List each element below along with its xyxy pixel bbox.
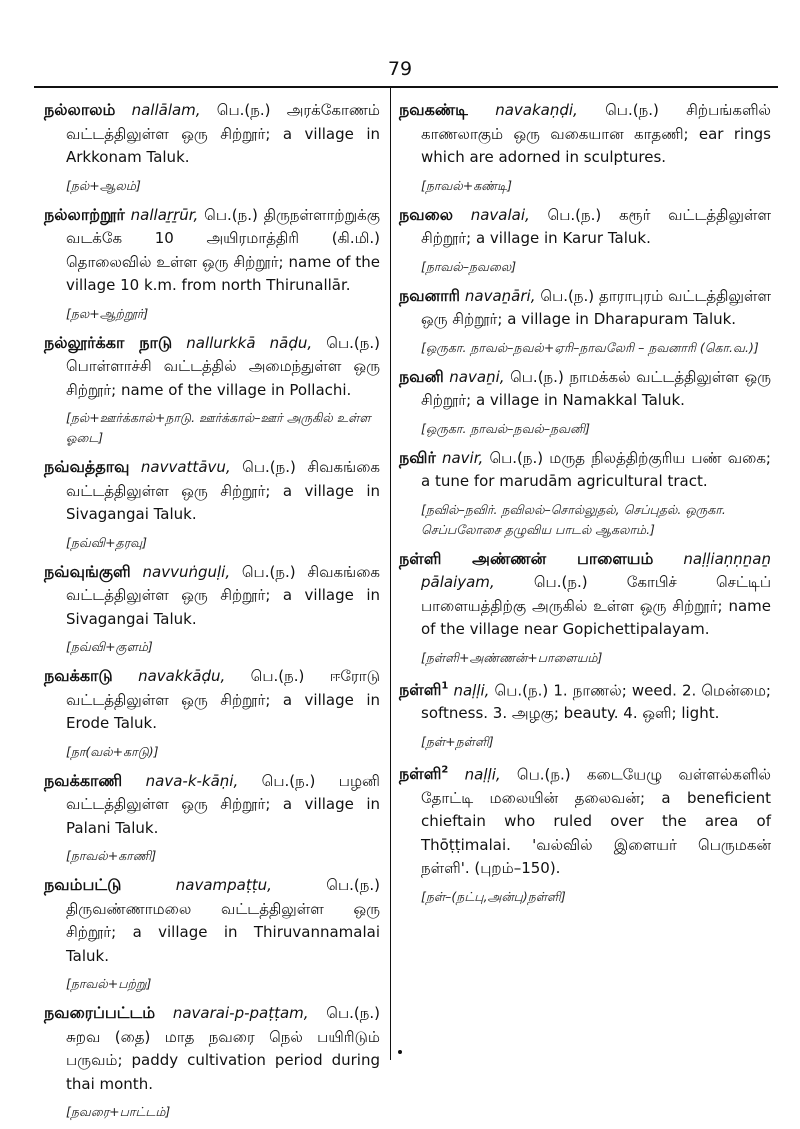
definition: பெ.(ந.) மருத நிலத்திற்குரிய பண் வகை; a tune for marudām agricultural tract. <box>421 448 771 490</box>
definition: பெ.(ந.) கடையேழு வள்ளல்களில் தோட்டி மலையின் தலைவன்; a beneficient chieftain who ruled over the area of Thōṭṭimalai. 'வல்வில் இளையர் பெருமகன் நள்ளி'. (புறம்–150). <box>421 765 771 878</box>
etymology: [நவரை+பாட்டம்] <box>66 1104 171 1119</box>
transliteration: navarai-p-paṭṭam, <box>172 1004 309 1022</box>
definition: பெ.(ந.) சிவகங்கை வட்டத்திலுள்ள ஒரு சிற்றூர்; a village in Sivagangai Taluk. <box>66 562 380 628</box>
headword: நவ்வத்தாவு <box>44 457 130 476</box>
entry-navanari <box>399 284 771 358</box>
etymology: [நல்+ஆலம்] <box>66 177 141 193</box>
headword-text: நள்ளி <box>399 679 442 699</box>
entry-navalai <box>399 203 771 277</box>
transliteration: naḷḷi, <box>464 765 501 784</box>
headword-text: நள்ளி <box>399 764 442 784</box>
entry-text <box>44 1001 380 1096</box>
transliteration: nava-k-kāṇi, <box>145 771 239 790</box>
entry-navani <box>399 365 771 439</box>
etymology: [ஒருகா. நாவல்–நவல்–நவனி] <box>421 420 590 436</box>
entry-nallarrur <box>44 203 380 324</box>
entry-nava-k-kani <box>44 769 380 867</box>
header-rule <box>34 86 778 88</box>
column-divider <box>390 88 391 1060</box>
entry-text <box>44 873 380 968</box>
transliteration: naḷḷiaṇṇṉaṉ pālaiyam, <box>421 549 771 591</box>
etymology: [நவ்வி+தரவு] <box>66 534 147 550</box>
headword: நவகண்டி <box>399 100 468 119</box>
transliteration: navaṉāri, <box>464 286 536 305</box>
entry-text <box>44 664 380 736</box>
definition: பெ.(ந.) கரூர் வட்டத்திலுள்ள சிற்றூர்; a village in Karur Taluk. <box>421 205 771 247</box>
definition: பெ.(ந.) 1. நாணல்; weed. 2. மென்மை; softness. 3. அழகு; beauty. 4. ஒளி; light. <box>421 680 771 723</box>
left-column <box>44 98 380 1129</box>
entry-text <box>44 98 380 170</box>
entry-nallalam <box>44 98 380 196</box>
headword: நவிர் <box>399 447 436 467</box>
transliteration: navakkāḍu, <box>138 667 226 685</box>
headword: நல்லாலம் <box>44 100 116 119</box>
entry-text <box>399 365 771 413</box>
entry-nalli-annan-palaiyam <box>399 547 771 668</box>
entry-navvattavu <box>44 455 380 553</box>
entry-nalli-2 <box>399 759 771 907</box>
headword <box>399 764 448 783</box>
transliteration: navalai, <box>470 205 530 224</box>
etymology: [நல+ஆற்றூர்] <box>66 305 149 321</box>
headword <box>399 680 448 699</box>
definition: பெ.(ந.) சிற்பங்களில் காணலாகும் ஒரு வகையான காதணி; ear rings which are adorned in sculptures. <box>421 101 771 166</box>
etymology: [ஒருகா. நாவல்–நவல்+ஏரி–நாவலேரி – நவனாரி (கொ.வ.)] <box>421 339 759 355</box>
headword: நள்ளி அண்ணன் பாளையம் <box>399 548 654 568</box>
transliteration: navampaṭṭu, <box>175 876 272 894</box>
entry-text <box>399 98 771 170</box>
etymology: [நாவல்+காணி] <box>66 848 157 863</box>
definition: பெ.(ந.) சுறவ (தை) மாத நவரை நெல் பயிரிடும் பருவம்; paddy cultivation period during thai month. <box>66 1004 380 1093</box>
etymology: [நள்–(நட்பு,அன்பு)நள்ளி] <box>421 888 566 904</box>
entry-text <box>44 769 380 841</box>
entry-navakandi <box>399 98 771 196</box>
headword: நவம்பட்டு <box>44 875 122 894</box>
entry-text <box>399 675 771 726</box>
entry-navakkadu <box>44 664 380 762</box>
entry-text <box>44 331 380 403</box>
definition: பெ.(ந.) சிவகங்கை வட்டத்திலுள்ள ஒரு சிற்றூர்; a village in Sivagangai Taluk. <box>66 458 380 523</box>
entry-text <box>399 203 771 251</box>
entry-nalli-1 <box>399 675 771 752</box>
entry-text <box>44 560 380 632</box>
definition: பெ.(ந.) திருநள்ளாற்றுக்கு வடக்கே 10 அயிரமாத்திரி (கி.மி.) தொலைவில் உள்ள ஒரு சிற்றூர்; name of the village 10 k.m. from north Thirunallār. <box>66 205 380 294</box>
headword: நவரைப்பட்டம் <box>44 1003 156 1022</box>
transliteration: navir, <box>441 448 484 467</box>
headword: நவனாரி <box>399 285 460 305</box>
page-number: 79 <box>387 58 413 80</box>
headword: நவக்காடு <box>44 666 113 685</box>
footer-dot <box>398 1050 402 1054</box>
definition: பெ.(ந.) தாராபுரம் வட்டத்திலுள்ள ஒரு சிற்றூர்; a village in Dharapuram Taluk. <box>421 286 771 328</box>
transliteration: nallālam, <box>131 101 201 119</box>
headword: நவக்காணி <box>44 770 123 790</box>
entry-text <box>399 284 771 332</box>
definition: பெ.(ந.) ஈரோடு வட்டத்திலுள்ள ஒரு சிற்றூர்; a village in Erode Taluk. <box>66 667 380 732</box>
entry-text <box>399 446 771 494</box>
etymology: [நவில்–நவிர். நவிலல்–சொல்லுதல், செப்புதல். ஒருகா. செப்பலோசை தழுவிய பாடல் ஆகலாம்.] <box>421 501 726 537</box>
definition: பெ.(ந.) நாமக்கல் வட்டத்திலுள்ள ஒரு சிற்றூர்; a village in Namakkal Taluk. <box>421 367 771 409</box>
homonym-number: 1 <box>441 680 449 692</box>
headword: நல்லூர்க்கா நாடு <box>44 332 173 352</box>
headword: நவலை <box>399 204 453 224</box>
entry-nallurkka-nadu <box>44 331 380 449</box>
entry-text <box>399 547 771 642</box>
etymology: [நா(வல்+காடு)] <box>66 743 159 759</box>
transliteration: nallurkkā nāḍu, <box>186 333 313 352</box>
right-column <box>399 98 771 914</box>
entry-navampattu <box>44 873 380 994</box>
definition: பெ.(ந.) பொள்ளாச்சி வட்டத்தில் அமைந்துள்ள ஒரு சிற்றூர்; name of the village in Pollachi. <box>66 333 380 399</box>
transliteration: navakaṇḍi, <box>495 101 578 119</box>
definition: பெ.(ந.) பழனி வட்டத்திலுள்ள ஒரு சிற்றூர்; a village in Palani Taluk. <box>66 771 380 837</box>
etymology: [நல்+ஊர்க்கால்+நாடு. ஊர்க்கால்–ஊர் அருகில் உள்ள ஓடை] <box>66 410 371 445</box>
etymology: [நவ்வி+குளம்] <box>66 639 153 654</box>
entry-text <box>44 203 380 298</box>
etymology: [நாவல்+கண்டி] <box>421 177 512 193</box>
transliteration: nallaṟṟūr, <box>130 205 199 224</box>
transliteration: navvuṅguḷi, <box>142 562 231 581</box>
entry-text <box>44 455 380 527</box>
entry-text <box>399 759 771 881</box>
definition: பெ.(ந.) கோபிச் செட்டிப் பாளையத்திற்கு அருகில் உள்ள ஒரு சிற்றூர்; name of the village near Gopichettipalayam. <box>421 573 771 638</box>
headword: நல்லாற்றூர் <box>44 204 125 224</box>
headword: நவனி <box>399 366 444 386</box>
transliteration: navvattāvu, <box>140 458 231 476</box>
definition: பெ.(ந.) திருவண்ணாமலை வட்டத்திலுள்ள ஒரு சிற்றூர்; a village in Thiruvannamalai Taluk. <box>66 876 380 965</box>
transliteration: naḷḷi, <box>453 680 490 699</box>
entry-navarai-p-pattam <box>44 1001 380 1122</box>
headword: நவ்வுங்குளி <box>44 561 131 581</box>
homonym-number: 2 <box>441 764 449 776</box>
entry-navvunguli <box>44 560 380 658</box>
etymology: [நாவல்+பற்று] <box>66 976 152 991</box>
etymology: [நள்+நள்ளி] <box>421 733 494 749</box>
transliteration: navaṉi, <box>449 367 505 386</box>
etymology: [நள்ளி+அண்ணன்+பாளையம்] <box>421 649 603 665</box>
definition: பெ.(ந.) அரக்கோணம் வட்டத்திலுள்ள ஒரு சிற்றூர்; a village in Arkkonam Taluk. <box>66 101 380 166</box>
entry-navir <box>399 446 771 540</box>
etymology: [நாவல்–நவலை] <box>421 258 517 274</box>
